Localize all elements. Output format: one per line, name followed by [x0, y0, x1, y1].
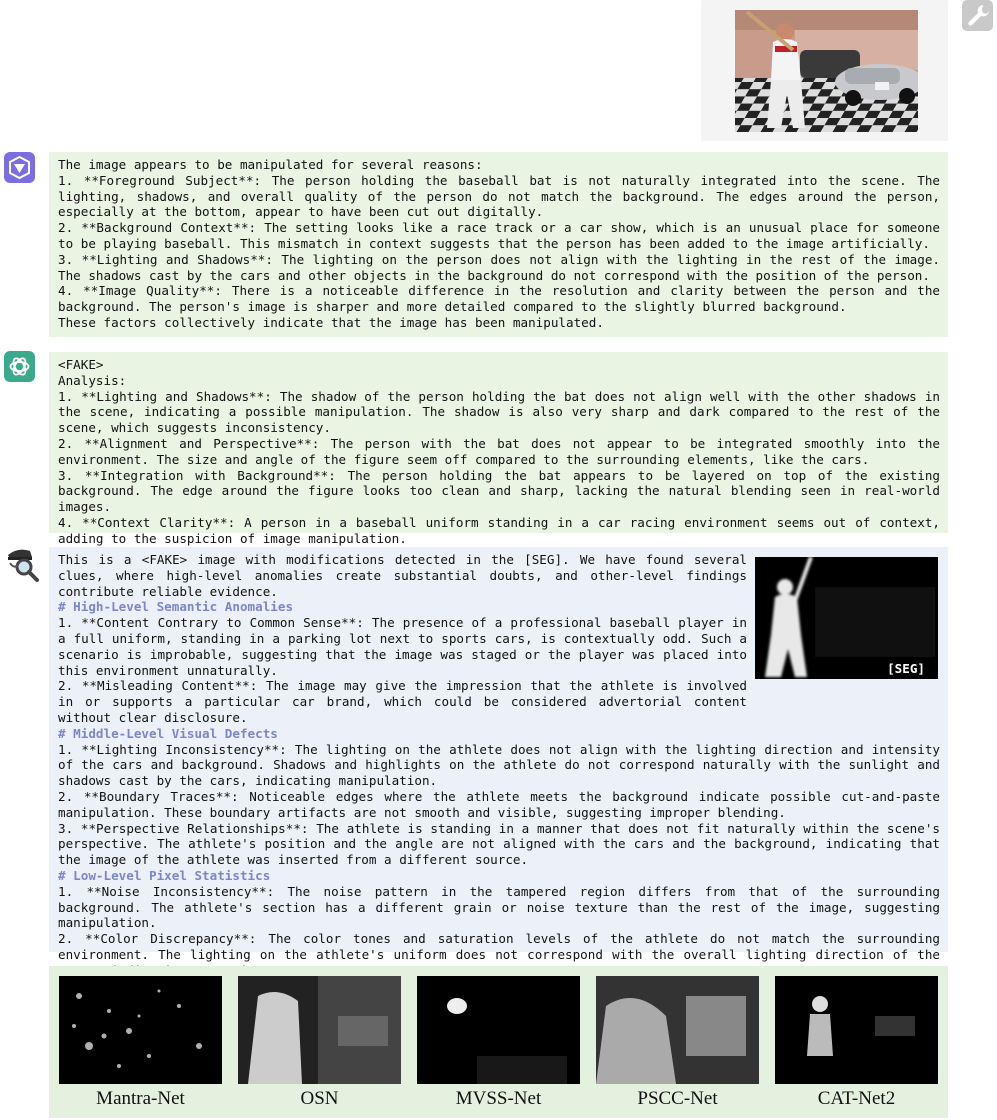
- finding-item: 3. **Perspective Relationships**: The athlete is standing in a manner that does not fit naturally within the scene's perspective. The athlete's position and the angle are not aligned with the cars and the background, indicating that the image of the athlete was inserted from a different source.: [58, 820, 940, 868]
- response-line: 1. **Foreground Subject**: The person holding the baseball bat is not naturally integrated into the scene. The lighting, shadows, and overall quality of the person do not match the background. The edges around the person, especially at the bottom, appear to have been cut out digitally.: [58, 172, 940, 220]
- finding-item: 1. **Content Contrary to Common Sense**: The presence of a professional baseball player in a full uniform, standing in a parking lot next to sports cars, is contextually odd. Such a scenario is improbable, suggesting that the image was staged or the player was placed into this environment unnaturally.: [58, 615, 747, 678]
- response-line: 3. **Integration with Background**: The person holding the bat appears to be layered on top of the existing background. The edge around the figure looks too clean and sharp, lacking the natural blending seen in real-world images.: [58, 467, 940, 515]
- response-line: Analysis:: [58, 372, 127, 388]
- seg-label: [SEG]: [887, 661, 925, 677]
- method-label: Mantra-Net: [96, 1088, 185, 1109]
- assistant-logo-icon: [4, 152, 35, 183]
- segmentation-mask[interactable]: [755, 557, 938, 679]
- detective-response-bubble: [49, 547, 948, 962]
- wrench-icon: [962, 0, 993, 31]
- method-label: MVSS-Net: [455, 1088, 542, 1109]
- finding-item: 2. **Misleading Content**: The image may give the impression that the athlete is involved in or supports a particular car brand, which could be considered advertorial content without clear disclosure.: [58, 678, 747, 725]
- section-heading-high: # High-Level Semantic Anomalies: [58, 599, 294, 615]
- response-line: The image appears to be manipulated for several reasons:: [58, 157, 483, 172]
- method-comparison-strip: [49, 966, 948, 1118]
- response-line: 1. **Lighting and Shadows**: The shadow of the person holding the bat does not align well with the other shadows in the scene, indicating a possible manipulation. The shadow is also very sharp and dark compared to the rest of the scene, which suggests inconsistency.: [58, 388, 940, 436]
- user-avatar: [962, 0, 993, 31]
- detective-magnifier-icon: [4, 547, 40, 583]
- method-output-image[interactable]: [59, 976, 222, 1084]
- method-label: OSN: [300, 1088, 339, 1109]
- assistant-avatar: [4, 351, 35, 382]
- method-output-image[interactable]: [596, 976, 759, 1084]
- finding-item: 2. **Boundary Traces**: Noticeable edges where the athlete meets the background indicate possible cut-and-paste manipulation. These boundary artifacts are not smooth and visible, suggesting improper blending.: [58, 788, 940, 820]
- method-panel-pscc-net: [596, 976, 759, 1110]
- response-line: 3. **Lighting and Shadows**: The lighting on the person does not align with the lighting in the rest of the image. The shadows cast by the cars and other objects in the background do not correspond with the position of the person.: [58, 251, 940, 283]
- method-panel-osn: [238, 976, 401, 1110]
- method-panel-cat-net2: [775, 976, 938, 1110]
- response-line: <FAKE>: [58, 357, 104, 372]
- response-line: These factors collectively indicate that the image has been manipulated.: [58, 314, 604, 330]
- method-panel-mvss-net: [417, 976, 580, 1110]
- intro-text: This is a <FAKE> image with modifications detected in the [SEG]. We have found several clues, where high-level anomalies create substantial doubts, and other-level findings contribute reliable evidence.: [58, 552, 747, 599]
- openai-logo-icon: [4, 351, 35, 382]
- section-heading-low: # Low-Level Pixel Statistics: [58, 867, 271, 883]
- response-line: 4. **Image Quality**: There is a noticeable difference in the resolution and clarity between the person and the background. The person's image is sharper and more detailed compared to the slightly blurred background.: [58, 283, 940, 315]
- method-output-image[interactable]: [417, 976, 580, 1084]
- finding-item: 1. **Noise Inconsistency**: The noise pattern in the tampered region differs from that of the surrounding background. The athlete's section has a different grain or noise texture than the rest of the image, suggesting manipulation.: [58, 883, 940, 931]
- query-image[interactable]: [735, 10, 918, 132]
- assistant-avatar: [4, 152, 35, 183]
- user-query-bubble: [701, 0, 948, 141]
- response-line: 2. **Background Context**: The setting looks like a race track or a car show, which is an unusual place for someone to be playing baseball. This mismatch in context suggests that the person has been added to the image artificially.: [58, 220, 940, 251]
- method-panel-mantra-net: [59, 976, 222, 1110]
- response-bubble: [49, 152, 948, 337]
- finding-item: 2. **Color Discrepancy**: The color tones and saturation levels of the athlete do not match the surrounding environment. The lighting on the athlete's uniform does not correspond with the overall lighting direction of the: [58, 931, 940, 962]
- section-heading-middle: # Middle-Level Visual Defects: [58, 725, 278, 741]
- method-output-image[interactable]: [238, 976, 401, 1084]
- response-bubble: [49, 352, 948, 546]
- method-output-image[interactable]: [775, 976, 938, 1084]
- response-line: 2. **Alignment and Perspective**: The person with the bat does not appear to be integrated smoothly into the environment. The size and angle of the figure seem off compared to the surrounding elements, like the cars.: [58, 435, 940, 467]
- finding-item: 1. **Lighting Inconsistency**: The lighting on the athlete does not align with the lighting direction and intensity of the cars and background. Shadows and highlights on the athlete do not correspond naturally with the sunlight and shadows cast by the cars, indicating manipulation.: [58, 741, 940, 789]
- response-line: 4. **Context Clarity**: A person in a baseball uniform standing in a car racing environment seems out of context, adding to the suspicion of image manipulation.: [58, 514, 940, 546]
- method-label: CAT-Net2: [817, 1088, 896, 1109]
- method-label: PSCC-Net: [637, 1088, 718, 1109]
- detective-avatar: [4, 547, 35, 578]
